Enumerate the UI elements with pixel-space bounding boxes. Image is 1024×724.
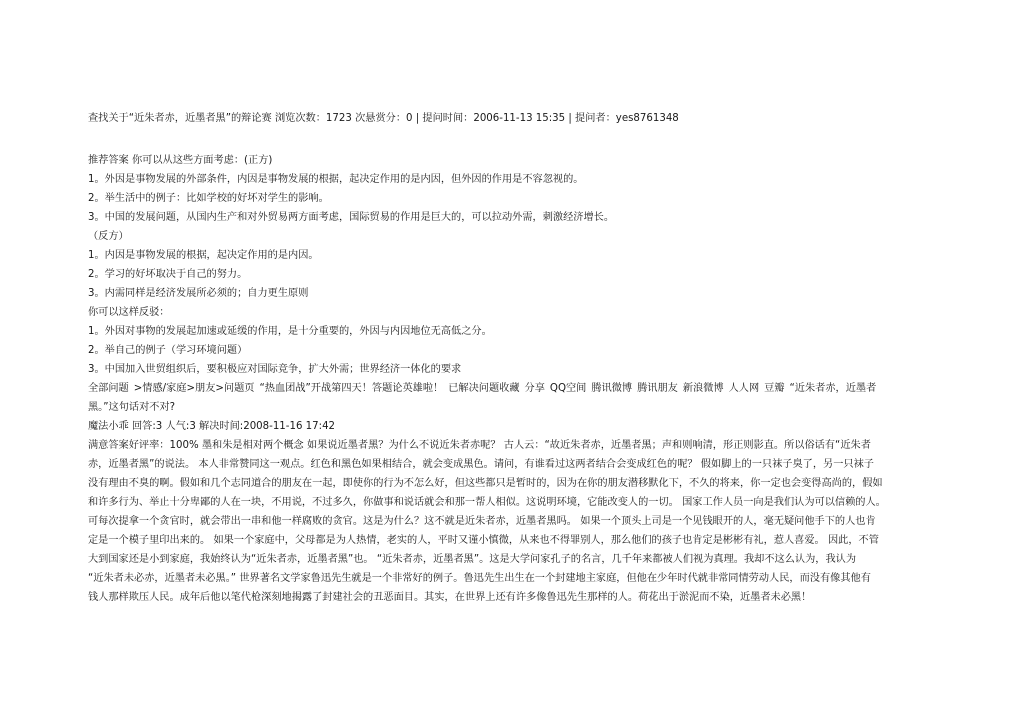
answer-line: 定是一个模子里印出来的。 如果一个家庭中，父母都是为人热情，老实的人，平时又谨小慎微，从来也不得罪别人，那么他们的孩子也肯定是彬彬有礼，惹人喜爱。 因此，不管 (88, 535, 879, 546)
rebut-point: 2。举自己的例子（学习环境问题） (88, 345, 248, 356)
share-qzone[interactable]: QQ空间 (549, 383, 587, 394)
pro-point: 1。外因是事物发展的外部条件，内因是事物发展的根据，起决定作用的是内因，但外因的作用是不容忽视的。 (88, 174, 584, 185)
answer-line: 大到国家还是小到家庭，我始终认为“近朱者赤，近墨者黑”也。 “近朱者赤，近墨者黑”。这是大学问家孔子的名言，几千年来都被人们视为真理。我却不这么认为，我认为 (88, 554, 857, 565)
answer-line: 钱人那样欺压人民。成年后他以笔代枪深刻地揭露了封建社会的丑恶面目。其实，在世界上还有许多像鲁迅先生那样的人。荷花出于淤泥而不染，近墨者未必黑！ (88, 592, 812, 603)
category-breadcrumb[interactable]: >情感/家庭>朋友>问题页 (133, 383, 255, 394)
promo-link[interactable]: “热血团战”开战第四天！答题论英雄啦！ (259, 383, 444, 394)
rebut-point: 3。中国加入世贸组织后，要积极应对国际竞争，扩大外需；世界经济一体化的要求 (88, 364, 462, 375)
share-link[interactable]: 分享 (524, 383, 545, 394)
share-tencent-friends[interactable]: 腾讯朋友 (637, 383, 678, 394)
question-header: 查找关于“近朱者赤，近墨者黑”的辩论赛 浏览次数：1723 次悬赏分：0 | 提问时间：2006-11-13 15:35 | 提问者：yes8761348 (88, 113, 679, 124)
answer-line: 满意答案好评率：100% 墨和朱是相对两个概念 如果说近墨者黑？为什么不说近朱者赤呢？ 古人云：“故近朱者赤，近墨者黑；声和则响清，形正则影直。所以俗话有“近朱者 (88, 440, 871, 451)
links-row (88, 379, 960, 398)
share-sina-weibo[interactable]: 新浪微博 (682, 383, 724, 394)
con-label: （反方） (88, 231, 129, 242)
rebut-point: 1。外因对事物的发展起加速或延缓的作用，是十分重要的，外因与内因地位无高低之分。 (88, 326, 492, 337)
document-body (88, 151, 960, 607)
answer-line: 可每次提拿一个贪官时，就会带出一串和他一样腐败的贪官。这是为什么？这不就是近朱者赤，近墨者黑吗。 如果一个顶头上司是一个见钱眼开的人，毫无疑问他手下的人也肯 (88, 516, 876, 527)
con-point: 2。学习的好坏取决于自己的努力。 (88, 269, 248, 280)
share-douban[interactable]: 豆瓣 (764, 383, 785, 394)
con-point: 3。内需同样是经济发展所必须的；自力更生原则 (88, 288, 309, 299)
share-renren[interactable]: 人人网 (728, 383, 760, 394)
rebut-label: 你可以这样反驳： (88, 307, 170, 318)
question-title-continued: 黑。”这句话对不对? (88, 402, 176, 413)
share-tencent-weibo[interactable]: 腾讯微博 (591, 383, 633, 394)
all-questions-link[interactable]: 全部问题 (88, 383, 129, 394)
pro-point: 3。中国的发展问题，从国内生产和对外贸易两方面考虑，国际贸易的作用是巨大的，可以拉动外需，刺激经济增长。 (88, 212, 615, 223)
con-point: 1。内因是事物发展的根据，起决定作用的是内因。 (88, 250, 319, 261)
answer-line: 和许多行为、举止十分卑鄙的人在一块，不用说，不过多久，你做事和说话就会和那一帮人相似。这说明环境，它能改变人的一切。 国家工作人员一向是我们认为可以信赖的人。 (88, 497, 886, 508)
recommended-intro: 推荐答案 你可以从这些方面考虑：(正方) (88, 155, 273, 166)
answer-line: 赤，近墨者黑”的说法。 本人非常赞同这一观点。红色和黑色如果相结合，就会变成黑色。请问，有谁看过这两者结合会变成红色的呢？ 假如脚上的一只袜子臭了，另一只袜子 (88, 459, 874, 470)
pro-point: 2。举生活中的例子：比如学校的好坏对学生的影响。 (88, 193, 329, 204)
question-title: “近朱者赤，近墨者 (789, 383, 877, 394)
answer-line: “近朱者未必赤，近墨者未必黑。” 世界著名文学家鲁迅先生就是一个非常好的例子。鲁迅先生出生在一个封建地主家庭，但他在少年时代就非常同情劳动人民，而没有像其他有 (88, 573, 871, 584)
answer-line: 没有理由不臭的啊。假如和几个志同道合的朋友在一起，即使你的行为不怎么好，但这些都只是暂时的，因为在你的朋友潜移默化下，不久的将来，你一定也会变得高尚的，假如 (88, 478, 883, 489)
favorites-link[interactable]: 已解决问题收藏 (448, 383, 520, 394)
answer-meta: 魔法小乖 回答:3 人气:3 解决时间:2008-11-16 17:42 (88, 421, 336, 432)
